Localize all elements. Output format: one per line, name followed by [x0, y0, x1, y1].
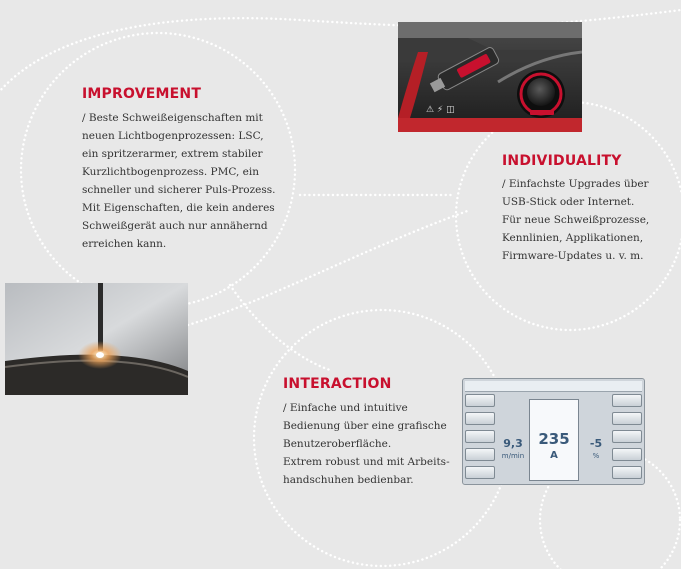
display-button: [612, 430, 642, 443]
improvement-line: ein spritzerarmer, extrem stabiler: [82, 148, 263, 160]
current-value: 235: [538, 430, 570, 448]
individuality-line: / Einfachste Upgrades über: [502, 178, 649, 190]
individuality-line: Für neue Schweißprozesse,: [502, 214, 650, 226]
individuality-section: [502, 153, 649, 265]
display-button: [465, 412, 495, 425]
interaction-line: handschuhen bedienbar.: [283, 474, 414, 486]
display-button: [612, 412, 642, 425]
display-button: [465, 448, 495, 461]
svg-text:⚠ ⚡ ◫: ⚠ ⚡ ◫: [426, 105, 455, 115]
improvement-line: Mit Eigenschaften, die kein anderes: [82, 202, 275, 214]
improvement-line: Kurzlichtbogenprozess. PMC, ein: [82, 166, 259, 178]
individuality-line: Firmware-Updates u. v. m.: [502, 250, 644, 262]
welding-arc-photo: [5, 283, 188, 395]
display-button: [612, 466, 642, 479]
arc-correction-unit: %: [592, 452, 600, 460]
individuality-text: [502, 175, 649, 265]
display-button: [612, 394, 642, 407]
interaction-line: Extrem robust und mit Arbeits-: [283, 456, 450, 468]
arc-correction-value: -5: [589, 437, 603, 450]
device-screen-photo: [462, 378, 645, 485]
improvement-section: [82, 86, 275, 253]
individuality-line: USB-Stick oder Internet.: [502, 196, 635, 208]
display-left-buttons: [465, 394, 495, 482]
display-button: [465, 394, 495, 407]
display-button: [465, 466, 495, 479]
wire-speed-unit: m/min: [501, 452, 525, 460]
display-right-buttons: [612, 394, 642, 482]
control-panel-display: [462, 378, 645, 485]
improvement-line: erreichen kann.: [82, 238, 167, 250]
current-unit: A: [550, 450, 558, 461]
individuality-line: Kennlinien, Applikationen,: [502, 232, 644, 244]
improvement-heading: IMPROVEMENT: [82, 86, 202, 102]
wire-speed-value: 9,3: [503, 437, 523, 450]
display-button: [465, 430, 495, 443]
improvement-text: [82, 109, 275, 253]
display-button: [612, 448, 642, 461]
individuality-heading: INDIVIDUALITY: [502, 153, 622, 169]
improvement-line: schneller und sicherer Puls-Prozess.: [82, 184, 276, 196]
interaction-text: [283, 399, 450, 489]
interaction-line: Benutzeroberfläche.: [283, 438, 392, 450]
display-status-bar: [465, 381, 642, 392]
interaction-line: / Einfache und intuitive: [283, 402, 408, 414]
current-display-panel: [529, 399, 579, 481]
improvement-line: neuen Lichtbogenprozessen: LSC,: [82, 130, 264, 142]
improvement-line: Schweißgerät auch nur annähernd: [82, 220, 268, 232]
device-usb-photo: [398, 22, 582, 132]
interaction-heading: INTERACTION: [283, 376, 392, 392]
interaction-line: Bedienung über eine grafische: [283, 420, 447, 432]
improvement-line: / Beste Schweißeigenschaften mit: [82, 112, 263, 124]
interaction-section: [283, 376, 450, 489]
